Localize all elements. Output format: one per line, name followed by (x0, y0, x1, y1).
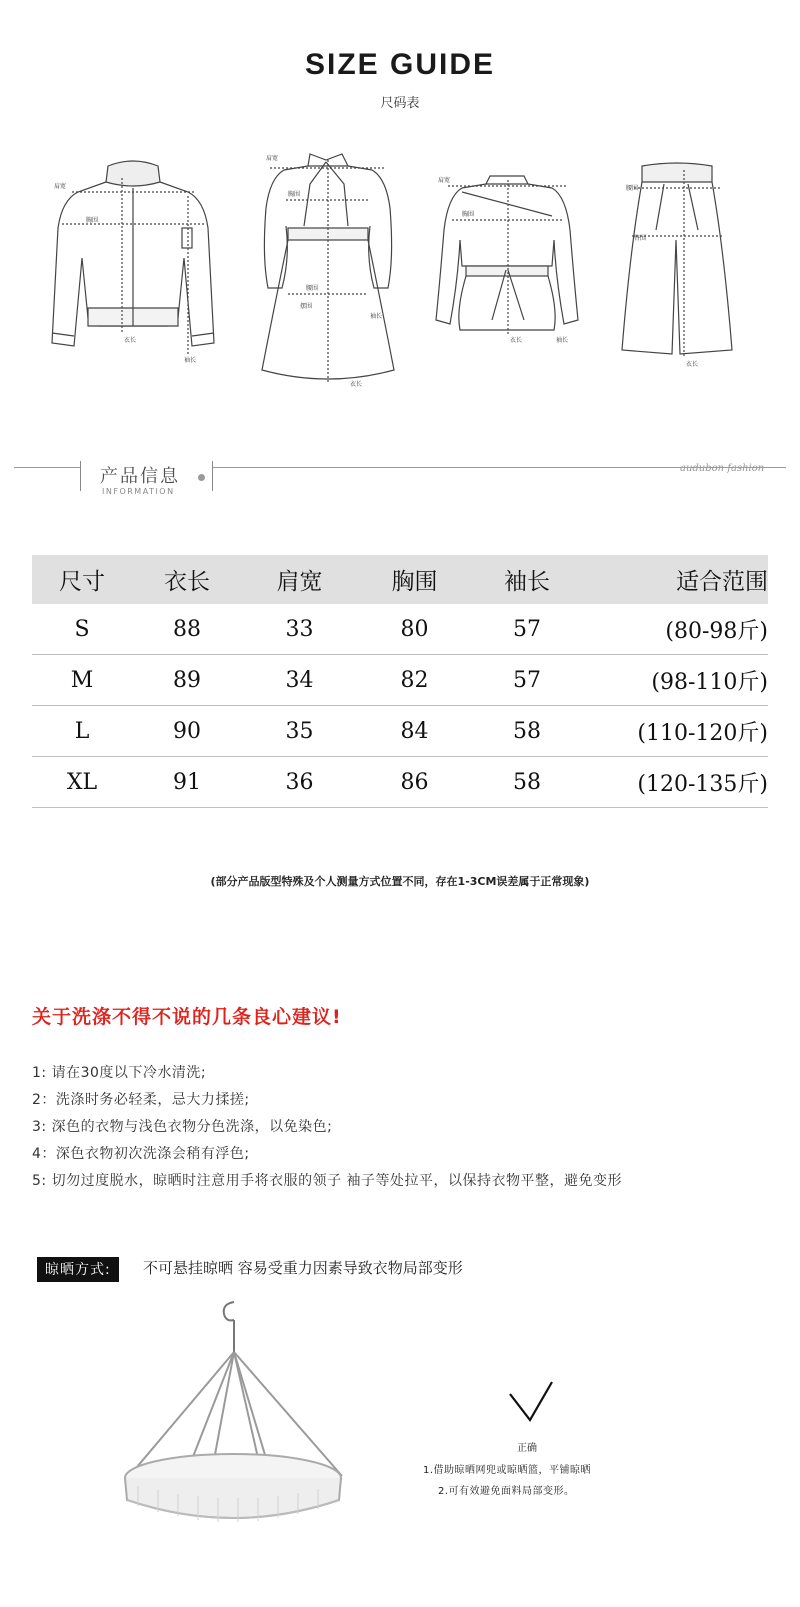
cell-size: L (74, 718, 90, 744)
drying-tag: 晾晒方式: (37, 1257, 119, 1282)
header-chest: 胸围 (391, 569, 438, 595)
cell-shoulder: 33 (285, 616, 314, 642)
header-sleeve: 袖长 (504, 569, 550, 595)
cell-shoulder: 35 (285, 718, 314, 744)
table-row (32, 706, 768, 757)
list-item: 1: 请在30度以下冷水清洗; (32, 1065, 207, 1081)
cell-chest: 80 (400, 616, 429, 642)
blouse-label-sleeve: 袖长 (556, 337, 569, 344)
header-fit: 适合范围 (676, 569, 768, 595)
cell-shoulder: 36 (285, 769, 314, 795)
cell-size: XL (66, 769, 98, 795)
drying-basket-illustration (118, 1300, 348, 1560)
cell-chest: 84 (400, 718, 429, 744)
jacket-label-shoulder: 肩宽 (54, 183, 67, 190)
divider-left (14, 467, 80, 468)
cell-size: M (70, 667, 94, 693)
brand-watermark: audubon fashion (680, 463, 765, 474)
pants-label-waist: 腰围 (626, 185, 639, 192)
blouse-label-chest: 胸围 (462, 211, 475, 218)
info-subtitle: INFORMATION (102, 487, 175, 496)
header-size: 尺寸 (59, 569, 105, 595)
list-item: 5: 切勿过度脱水，晾晒时注意用手将衣服的领子 袖子等处拉平，以保持衣物平整，避免变形 (32, 1173, 623, 1189)
size-table (32, 555, 768, 808)
cell-shoulder: 34 (285, 667, 314, 693)
table-row (32, 757, 768, 808)
cell-fit: (120-135斤) (637, 771, 768, 797)
dress-label-chest: 胸围 (288, 191, 301, 198)
dress-label-length: 衣长 (350, 381, 363, 388)
dress-label-shoulder: 肩宽 (266, 155, 279, 162)
jacket-label-length: 衣长 (124, 337, 137, 344)
pants-label-length: 衣长 (686, 361, 699, 368)
cell-fit: (80-98斤) (665, 618, 768, 644)
info-dot-icon (198, 474, 205, 481)
drying-tip-2: 2.可有效避免面料局部变形。 (438, 1486, 575, 1497)
table-row (32, 655, 768, 706)
jacket-sketch (48, 158, 218, 363)
list-item: 2：洗涤时务必轻柔，忌大力揉搓; (32, 1092, 250, 1108)
cell-sleeve: 58 (513, 718, 541, 744)
drying-tip-1: 1.借助晾晒网兜或晾晒篮，平铺晾晒 (423, 1465, 592, 1476)
table-row (32, 604, 768, 655)
drying-text: 不可悬挂晾晒 容易受重力因素导致衣物局部变形 (143, 1259, 463, 1277)
cell-sleeve: 57 (513, 667, 541, 693)
washing-list (32, 1060, 792, 1195)
dress-label-waist: 腰围 (306, 285, 319, 292)
header-length: 衣长 (164, 569, 210, 595)
blouse-label-length: 衣长 (510, 337, 523, 344)
page-subtitle: 尺码表 (380, 96, 420, 111)
cell-length: 91 (173, 769, 201, 795)
cell-length: 89 (173, 667, 201, 693)
cell-length: 88 (173, 616, 201, 642)
cell-fit: (110-120斤) (637, 720, 768, 746)
list-item: 4：深色衣物初次洗涤会稍有浮色; (32, 1146, 250, 1162)
cell-fit: (98-110斤) (651, 669, 768, 695)
dress-sketch (248, 148, 408, 398)
pants-label-hip: 臀围 (634, 235, 647, 242)
jacket-label-sleeve: 袖长 (184, 357, 197, 363)
size-table-header (32, 555, 768, 604)
divider-bracket-right (212, 461, 213, 491)
jacket-label-chest: 胸围 (86, 217, 99, 224)
header-shoulder: 肩宽 (276, 569, 323, 595)
cell-length: 90 (173, 718, 201, 744)
blouse-sketch (432, 170, 582, 348)
page-title: SIZE GUIDE (304, 48, 496, 81)
washing-title: 关于洗涤不得不说的几条良心建议! (32, 1006, 342, 1028)
cell-size: S (74, 616, 90, 642)
info-title: 产品信息 (100, 466, 180, 487)
pants-sketch (612, 160, 742, 370)
list-item: 3: 深色的衣物与浅色衣物分色洗涤，以免染色; (32, 1119, 333, 1135)
cell-chest: 86 (400, 769, 429, 795)
checkmark-icon (508, 1380, 554, 1428)
divider-bracket-left (80, 461, 81, 491)
cell-sleeve: 57 (513, 616, 541, 642)
cell-sleeve: 58 (513, 769, 541, 795)
dress-label-sleeve: 袖长 (370, 313, 383, 320)
cell-chest: 82 (400, 667, 429, 693)
correct-label: 正确 (517, 1443, 537, 1454)
dress-label-hem: 摆围 (300, 303, 313, 310)
measurement-note: (部分产品版型特殊及个人测量方式位置不同，存在1-3CM误差属于正常现象) (210, 875, 590, 888)
blouse-label-shoulder: 肩宽 (438, 177, 451, 184)
